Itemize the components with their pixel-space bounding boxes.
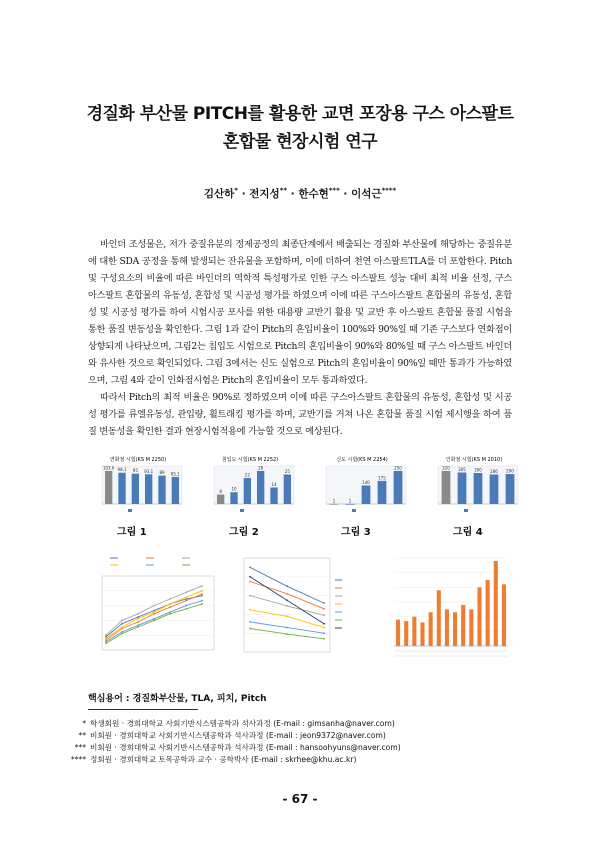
figure-5-point (201, 600, 203, 602)
figure-2-bar (230, 492, 237, 504)
figure-6-point (249, 581, 251, 583)
figure-2-bar (244, 478, 251, 504)
footnote-3 (60, 742, 401, 753)
figure-3-title: 신도 시험(KS M 2254) (336, 457, 388, 463)
figure-6-point (323, 608, 325, 610)
figure-5-point (137, 624, 139, 626)
figure-1-bar (172, 477, 179, 504)
page-number: - 67 - (282, 792, 318, 806)
figure-3-bar (378, 481, 387, 504)
figure-7-svg (380, 552, 516, 664)
figure-3-legend-swatch (352, 509, 356, 512)
figure-6-point (286, 593, 288, 595)
figure-5-point (169, 613, 171, 615)
figure-2-svg (200, 452, 300, 516)
figure-1-data-label: 85.1 (170, 471, 180, 477)
figure-7-bar (437, 590, 441, 646)
figure-6-point (323, 638, 325, 640)
figure-3-bar (362, 485, 371, 504)
figure-4-legend-swatch (464, 509, 468, 512)
figure-1-data-label: 89 (159, 470, 165, 476)
figure-1-data-label: 103.6 (102, 465, 115, 471)
figure-6-point (286, 599, 288, 601)
figure-5-point (153, 605, 155, 607)
author-separator: · (287, 188, 299, 200)
footnote-3-text: 비회원 · 경희대학교 사회기반시스템공학과 석사과정 (E-mail : hansoohyuns@naver.com) (90, 743, 401, 752)
author-2-mark: ** (279, 186, 288, 195)
figure-6-point (286, 615, 288, 617)
figure-4-bar (490, 474, 499, 504)
figure-2-data-label: 10 (231, 486, 237, 492)
figure-5-point (169, 611, 171, 613)
footnote-2 (60, 730, 386, 741)
figure-5-point (137, 626, 139, 628)
footnote-3-mark: *** (74, 743, 86, 752)
figure-5-point (153, 620, 155, 622)
figure-3-caption: 그림 3 (341, 527, 371, 538)
figure-5-point (169, 603, 171, 605)
figure-7-bar (469, 609, 473, 646)
figure-7-bar-chart (380, 552, 516, 664)
figure-2-bar (257, 471, 264, 504)
footnote-2-text: 비회원 · 경희대학교 사회기반시스템공학과 석사과정 (E-mail : jeon9372@naver.com) (90, 731, 386, 740)
figure-7-bar (461, 605, 465, 646)
figure-3-data-label: 250 (394, 465, 402, 471)
figure-7-bar (412, 617, 416, 646)
figure-4-caption: 그림 4 (453, 527, 483, 538)
figure-3-data-label: 1 (348, 498, 352, 504)
figure-7-bar (396, 620, 400, 646)
figure-2-legend-swatch (240, 509, 244, 512)
figure-3-chart (312, 452, 412, 516)
figure-5-line-chart (88, 552, 220, 664)
figure-5-point (169, 598, 171, 600)
figure-5-point (169, 606, 171, 608)
figure-1-chart (88, 452, 188, 516)
figure-6-point (323, 602, 325, 604)
figure-1-bar (158, 476, 165, 504)
author-list (0, 186, 600, 201)
paper-title-line2: 혼합물 현장시험 연구 (222, 132, 378, 152)
footnote-1 (60, 718, 395, 729)
figure-7-bar (429, 612, 433, 646)
figure-6-point (286, 627, 288, 629)
figure-7-bar (404, 621, 408, 646)
figure-6-point (323, 627, 325, 629)
figure-3-data-label: 175 (378, 475, 386, 481)
footnote-1-mark: * (82, 719, 86, 728)
figure-6-point (286, 633, 288, 635)
footnote-2-mark: ** (78, 731, 86, 740)
figure-2-data-label: 25 (284, 468, 290, 474)
abstract-paragraph-1: 바인더 조성물은, 저가 중질유분의 정제공정의 최종단계에서 배출되는 경질화 부산물에 해당하는 중질유분에 대한 SDA 공정을 통해 발생되는 잔유물을 포함하며, 이에 더하여 천연 아스팔트TLA를 더 포함한다. Pitch 및 구성요소의 비율에 따른 바인더의 역학적 특성평가로 인한 구스 아스팔트 성능 대비 최적 비율 선정, 구스 아스팔트 혼합물의 유동성, 혼합성 및 시공성 평가를 하였으며 이에 따른 구스아스팔트 혼합물의 유동성, 혼합성 및 시공성 평가를 하여 시험시공 포사를 위한 대용량 교반기 활용 및 교반 후 아스팔트 혼합물 품질 시험을 통한 품질 변동성을 확인한다. 그림 1과 같이 Pitch의 혼입비율이 100%와 90%일 때 기존 구스보다 연화점이 상향되게 나타났으며, 그림2는 침입도 시험으로 Pitch의 혼입비율이 90%와 80%일 때 구스 아스팔트 바인더와 유사한 것으로 확인되었다. 그림 3에서는 신도 실험으로 Pitch의 혼입비율이 90%일 때만 통과가 가능하였으며, 그림 4와 같이 인화점시험은 Pitch의 혼입비율이 모두 통과하였다. (88, 239, 512, 386)
figure-4-bar (474, 473, 483, 504)
keywords: 핵심용어 : 경질화부산물, TLA, 피치, Pitch (88, 694, 267, 704)
author-separator: · (237, 188, 250, 200)
figure-4-data-label: 320 (442, 465, 450, 471)
figure-5-point (121, 631, 123, 633)
figure-5-point (201, 590, 203, 592)
figure-2-bar (284, 474, 291, 504)
author-separator: · (339, 188, 352, 200)
author-2: 전지성 (249, 188, 280, 200)
figure-4-bar (442, 471, 451, 504)
figure-1-bar (105, 471, 112, 504)
figure-1-legend-swatch (128, 509, 132, 512)
figure-5-point (105, 634, 107, 636)
figure-4-svg (424, 452, 524, 516)
figure-5-point (201, 595, 203, 597)
figure-1-data-label: 93.1 (144, 468, 154, 474)
figure-5-series-line (106, 596, 202, 637)
figure-1-svg (88, 452, 188, 516)
figure-7-bar (502, 584, 506, 646)
figure-5-point (153, 611, 155, 613)
figure-5-point (185, 596, 187, 598)
figure-2-bar (270, 487, 277, 504)
figure-6-point (323, 614, 325, 616)
figure-5-point (137, 618, 139, 620)
figure-5-point (185, 600, 187, 602)
figure-7-bar (486, 580, 490, 646)
figure-5-point (153, 618, 155, 620)
figure-5-point (185, 608, 187, 610)
figure-4-data-label: 300 (474, 467, 482, 473)
figure-2-title: 침입도 시험(KS M 2252) (221, 457, 279, 463)
figure-5-point (185, 605, 187, 607)
figure-5-point (153, 613, 155, 615)
figure-3-data-label: 1 (332, 498, 336, 504)
figure-3-bar (346, 504, 355, 505)
paper-title-line1: 경질화 부산물 PITCH를 활용한 교면 포장용 구스 아스팔트 (86, 104, 514, 124)
figure-7-bar (453, 612, 457, 646)
figure-1-bar (145, 474, 152, 504)
abstract (88, 236, 512, 440)
figure-5-point (105, 639, 107, 641)
figure-1-bar (118, 473, 125, 504)
figure-6-point (286, 585, 288, 587)
figure-5-svg (88, 552, 220, 664)
figure-6-point (323, 632, 325, 634)
figure-1-caption: 그림 1 (117, 527, 147, 538)
footnote-4 (60, 754, 357, 765)
figure-2-chart (200, 452, 300, 516)
footnote-separator (88, 709, 198, 710)
figure-5-point (153, 610, 155, 612)
figure-5-point (137, 613, 139, 615)
figure-7-bar (477, 587, 481, 646)
figure-6-point (323, 623, 325, 625)
figure-4-title: 인화점 시험(KS M 2010) (445, 457, 503, 463)
figure-5-point (105, 638, 107, 640)
figure-5-point (201, 603, 203, 605)
figure-5-point (121, 626, 123, 628)
figure-4-data-label: 286 (490, 468, 498, 474)
footnote-4-text: 정회원 · 경희대학교 토목공학과 교수 · 공학박사 (E-mail : skrhee@khu.ac.kr) (90, 755, 357, 764)
figure-6-point (249, 628, 251, 630)
figure-3-data-label: 140 (362, 479, 370, 485)
figure-1-data-label: 98.1 (117, 467, 127, 473)
figure-6-point (249, 595, 251, 597)
figure-5-point (121, 620, 123, 622)
figure-2-data-label: 8 (219, 489, 222, 495)
figure-7-bar (420, 623, 424, 646)
figure-2-data-label: 22 (244, 472, 250, 478)
figure-6-point (249, 576, 251, 578)
author-4: 이석근 (351, 188, 382, 200)
author-3: 한수현 (298, 188, 329, 200)
figure-2-plot-area (214, 466, 294, 504)
figure-1-title: 연화점 시험(KS M 2250) (109, 457, 167, 463)
figure-4-bar (458, 473, 467, 504)
figure-6-point (286, 605, 288, 607)
figure-6-point (249, 567, 251, 569)
figure-4-data-label: 290 (506, 468, 514, 474)
figure-2-data-label: 28 (258, 465, 264, 471)
figure-6-point (249, 621, 251, 623)
figure-5-point (121, 623, 123, 625)
figure-2-bar (217, 495, 224, 504)
figure-2-caption: 그림 2 (229, 527, 259, 538)
footnote-4-mark: **** (70, 755, 86, 764)
author-1-mark: * (234, 186, 238, 195)
figure-5-point (121, 633, 123, 635)
figure-3-bar (330, 504, 339, 505)
figure-5-point (105, 643, 107, 645)
figure-7-bar (494, 561, 498, 646)
author-3-mark: *** (328, 186, 340, 195)
figure-5-point (185, 592, 187, 594)
figure-5-point (185, 598, 187, 600)
figure-6-svg (232, 552, 370, 664)
author-4-mark: **** (381, 186, 397, 195)
abstract-paragraph-2: 따라서 Pitch의 최적 비율은 90%로 정하였으며 이에 따른 구스아스팔트 혼합물의 유동성, 혼합성 및 시공성 평가를 류엘유동성, 관입량, 휠트래킹 평가를 하며, 교반기를 거쳐 나온 혼합물 품질 시험 제시행을 하여 품질 변동성을 확인한 결과 현장시험적용에 가능할 것으로 예상된다. (88, 392, 512, 437)
figure-5-point (105, 641, 107, 643)
figure-5-point (137, 621, 139, 623)
footnote-1-text: 학생회원 · 경희대학교 사회기반시스템공학과 석사과정 (E-mail : gimsanha@naver.com) (90, 719, 395, 728)
figure-4-chart (424, 452, 524, 516)
figure-6-point (249, 609, 251, 611)
figure-4-data-label: 305 (458, 467, 466, 473)
figure-2-data-label: 14 (271, 481, 277, 487)
figure-3-svg (312, 452, 412, 516)
figure-1-data-label: 95 (132, 468, 138, 474)
figure-5-plot-area (102, 576, 214, 650)
author-1: 김산하 (203, 188, 235, 200)
figure-4-bar (506, 474, 515, 504)
figure-5-point (105, 636, 107, 638)
figure-3-bar (394, 471, 403, 504)
figure-5-point (137, 616, 139, 618)
figure-6-line-chart (232, 552, 370, 664)
figure-5-point (201, 593, 203, 595)
figure-5-point (201, 585, 203, 587)
figure-1-bar (132, 474, 139, 504)
figure-7-bar (445, 609, 449, 646)
